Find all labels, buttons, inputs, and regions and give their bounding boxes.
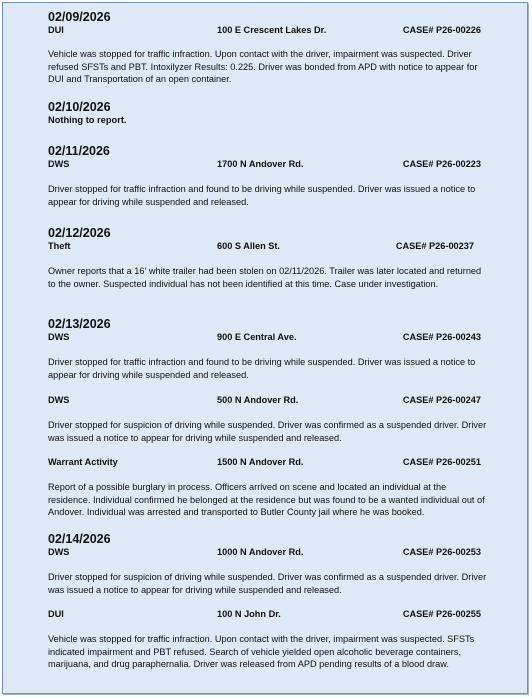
incident-type: Warrant Activity [48,457,118,467]
day-note: Nothing to report. [48,115,127,125]
incident-header [48,241,519,253]
case-number: CASE# P26-00226 [402,25,481,35]
incident-narrative: Owner reports that a 16' white trailer had been stolen on 02/11/2026. Trailer was later located and returned to the owner. Suspected individual has not been identified at this time. Case under investigation. [48,266,482,289]
incident-address: 1500 N Andover Rd. [217,457,304,467]
incident-type: DWS [48,395,70,405]
incident-header [48,457,519,469]
incident-narrative: Driver stopped for suspicion of driving while suspended. Driver was confirmed as a suspended driver. Driver was issued a notice to appear for driving while suspended and released. [48,572,487,595]
date-heading: 02/14/2026 [48,532,111,546]
incident-address: 1700 N Andover Rd. [217,159,304,169]
incident-type: DWS [48,159,70,169]
incident-address: 1000 N Andover Rd. [217,547,304,557]
incident-header [48,547,519,559]
case-number: CASE# P26-00251 [402,457,481,467]
incident-address: 600 S Allen St. [217,241,280,251]
incident-type: DWS [48,547,70,557]
case-number: CASE# P26-00223 [402,159,481,169]
case-number: CASE# P26-00237 [395,241,474,251]
incident-type: Theft [48,241,71,251]
incident-narrative: Vehicle was stopped for traffic infraction. Upon contact with the driver, impairment was suspected. SFSTs indicated impairment and PBT refused. Search of vehicle yielded open alcoholic beverage containers, marijuana, and drug paraphernalia. Driver was released from APD pending results of a blood draw. [48,634,475,669]
incident-narrative: Driver stopped for traffic infraction and found to be driving while suspended. Driver was issued a notice to appear for driving while suspended and released. [48,184,476,207]
case-number: CASE# P26-00255 [402,609,481,619]
incident-header [48,159,519,171]
incident-type: DUI [48,609,64,619]
incident-narrative: Driver stopped for traffic infraction and found to be driving while suspended. Driver was issued a notice to appear for driving while suspended and released. [48,357,476,380]
incident-narrative: Vehicle was stopped for traffic infraction. Upon contact with the driver, impairment was suspected. Driver refused SFSTs and PBT. Intoxilyzer Results: 0.225. Driver was bonded from APD with notice to appear for DUI and Transportation of an open container. [48,49,478,84]
case-number: CASE# P26-00247 [402,395,481,405]
incident-address: 500 N Andover Rd. [217,395,299,405]
incident-narrative: Report of a possible burglary in process. Officers arrived on scene and located an individual at the residence. Individual confirmed he belonged at the residence but was found to be a wanted individual out of Andover. Individual was arrested and transported to Butler County jail where he was booked. [48,482,485,517]
incident-header [48,609,519,621]
incident-header [48,25,519,37]
incident-address: 900 E Central Ave. [217,332,297,342]
incident-header [48,332,519,344]
date-heading: 02/09/2026 [48,10,111,24]
incident-header [48,395,519,407]
date-heading: 02/13/2026 [48,317,111,331]
date-heading: 02/10/2026 [48,100,111,114]
incident-address: 100 E Crescent Lakes Dr. [217,25,327,35]
date-heading: 02/12/2026 [48,226,111,240]
case-number: CASE# P26-00243 [402,332,481,342]
incident-narrative: Driver stopped for suspicion of driving while suspended. Driver was confirmed as a suspended driver. Driver was issued a notice to appear for driving while suspended and released. [48,420,487,443]
incident-address: 100 N John Dr. [217,609,281,619]
incident-type: DWS [48,332,70,342]
incident-type: DUI [48,25,64,35]
report-page [2,2,528,694]
date-heading: 02/11/2026 [48,144,110,158]
case-number: CASE# P26-00253 [402,547,481,557]
